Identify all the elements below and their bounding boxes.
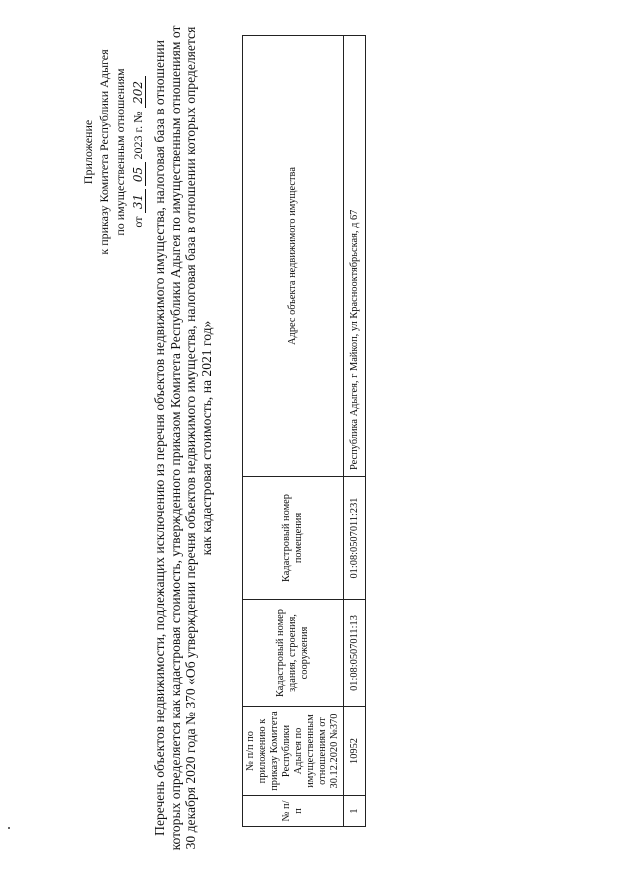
appendix-committee: по имущественным отношениям — [113, 68, 127, 236]
cell-appendix-number: 10952 — [344, 707, 366, 796]
appendix-day-handwritten: 31 — [131, 189, 146, 213]
objects-table — [242, 35, 366, 827]
scan-speck — [8, 827, 10, 829]
cell-building-cadastral: 01:08:0507011:13 — [344, 600, 366, 707]
appendix-ot-label: от — [131, 216, 145, 228]
appendix-number-handwritten: 202 — [131, 76, 146, 108]
cell-row-number: 1 — [344, 796, 366, 827]
header-premises-cadastral: Кадастровый номер помещения — [243, 477, 344, 600]
cell-address: Республика Адыгея, г Майкоп, ул Краснооктябрьская, д 67 — [344, 36, 366, 477]
header-address: Адрес объекта недвижимого имущества — [243, 36, 344, 477]
header-row-number: № п/п — [243, 796, 344, 827]
appendix-date-line — [130, 27, 146, 277]
cell-premises-cadastral: 01:08:0507011:231 — [344, 477, 366, 600]
appendix-month-handwritten: 05 — [131, 162, 146, 186]
header-building-cadastral: Кадастровый номер здания, строения, сооружения — [243, 600, 344, 707]
table-header-row — [243, 36, 344, 827]
table-row — [344, 36, 366, 827]
document-title: Перечень объектов недвижимости, подлежащих исключению из перечня объектов недвижимого имущества, налоговая база в отношении которых определяется как кадастровая стоимость, утвержденного приказом Комитета Республики Адыгея по имущественным отношениям от 30 декабря 2020 года № 370 «Об утверждении перечня объектов недвижимого имущества, налоговая база в отношении которых определяется как кадастровая стоимость, на 2021 год» — [152, 25, 214, 851]
appendix-order-ref: к приказу Комитета Республики Адыгея — [97, 49, 111, 255]
appendix-title: Приложение — [81, 119, 95, 185]
appendix-block — [80, 27, 146, 277]
header-appendix-number: № п/п по приложению к приказу Комитета Республики Адыгея по имущественным отношениям от 30.12.2020 №370 — [243, 707, 344, 796]
appendix-year-label: 2023 г. № — [131, 111, 145, 160]
